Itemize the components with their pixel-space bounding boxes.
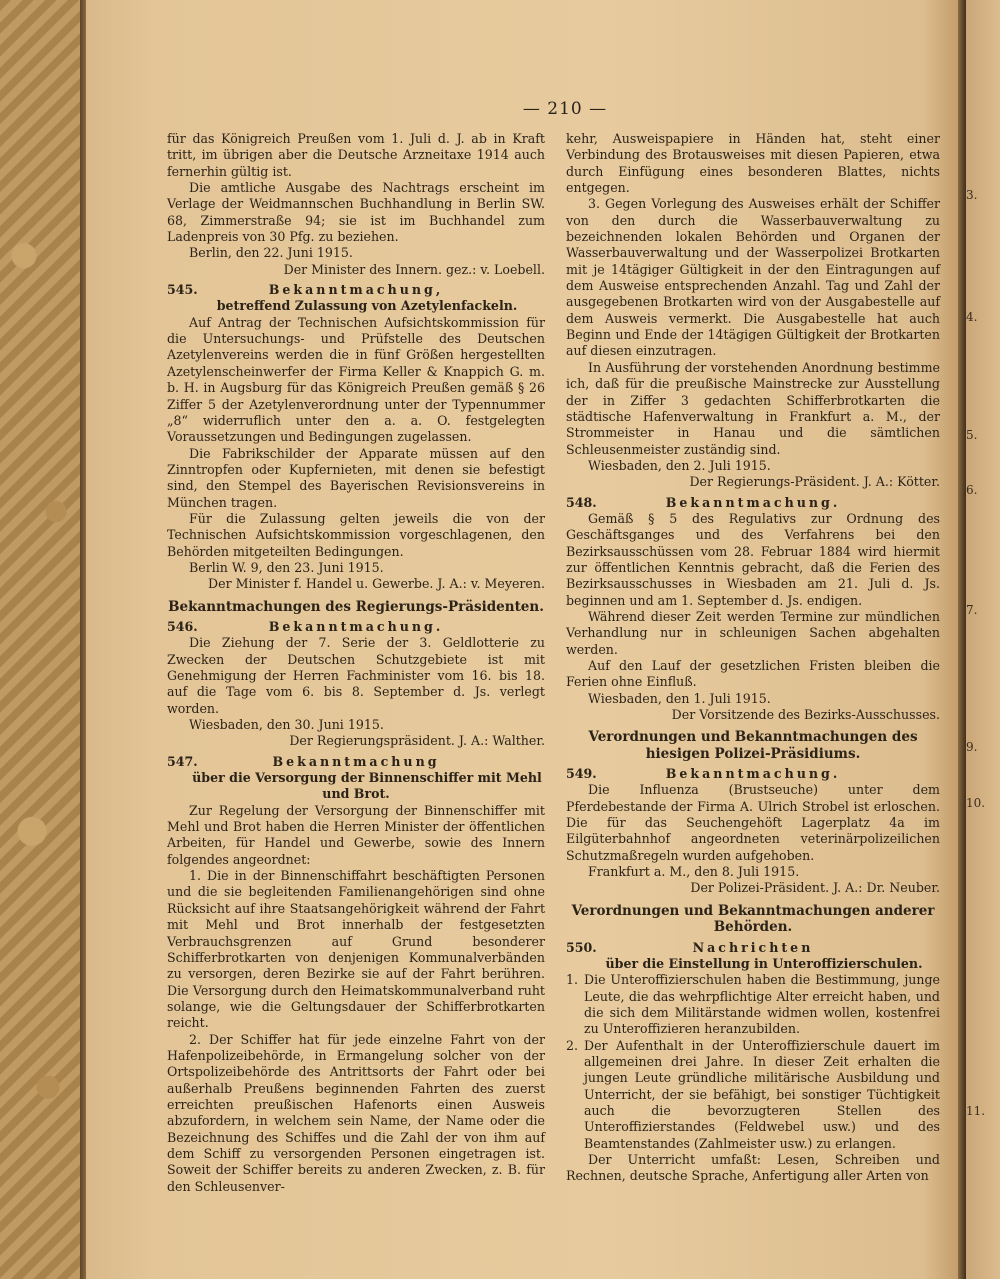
list-item-text: Die Unteroffizierschulen haben die Bestimmung, junge Leute, die das wehrpflichtige Alter erreicht haben, und die sich dem Militärstande widmen wollen, kostenfrei zu Unteroffizieren heranzubilden. (584, 972, 940, 1037)
next-page-marker: 9. (966, 740, 978, 754)
notice-number: 545. (167, 282, 198, 298)
notice-heading (167, 619, 545, 635)
next-page-marker: 11. (966, 1104, 986, 1118)
signature: Der Regierungspräsident. J. A.: Walther. (289, 733, 545, 749)
notice-number: 547. (167, 753, 198, 769)
date-line: Wiesbaden, den 30. Juni 1915. (189, 717, 384, 733)
list-item (566, 972, 940, 1037)
next-page-marker: 3. (966, 188, 978, 202)
next-page-edge (966, 0, 1000, 1279)
notice-number: 550. (566, 939, 597, 955)
page-gutter (958, 0, 966, 1279)
section-heading: Verordnungen und Bekanntmachungen des hiesigen Polizei-Präsidiums. (588, 729, 918, 762)
notice-heading (566, 766, 940, 782)
list-item-number: 2. (566, 1037, 579, 1053)
notice-title: Bekanntmachung. (268, 618, 444, 634)
scan-edge-texture (0, 0, 82, 1279)
notice-heading (566, 940, 940, 956)
signature: Der Regierungs-Präsident. J. A.: Kötter. (689, 474, 940, 490)
date-line: Frankfurt a. M., den 8. Juli 1915. (588, 864, 800, 880)
next-page-marker: 4. (966, 310, 978, 324)
list-item-number: 1. (566, 972, 579, 988)
paragraph: Gemäß § 5 des Regulativs zur Ordnung des Geschäftsganges und des Verfahrens bei den Bezirksausschüssen vom 28. Februar 1884 wird hiermit zur öffentlichen Kenntnis gebracht, daß die Ferien des Bezirksausschusses in Wiesbaden am 21. Juli d. Js. beginnen und am 1. September d. Js. endigen. (566, 510, 940, 608)
section-heading: Verordnungen und Bekanntmachungen anderer Behörden. (571, 902, 935, 936)
paragraph: für das Königreich Preußen vom 1. Juli d. J. ab in Kraft tritt, im übrigen aber die Deutsche Arzneitaxe 1914 auch fernerhin gültig ist. (167, 131, 545, 179)
next-page-marker: 7. (966, 603, 978, 617)
paragraph: Auf den Lauf der gesetzlichen Fristen bleiben die Ferien ohne Einfluß. (566, 658, 940, 690)
paragraph: kehr, Ausweispapiere in Händen hat, steht einer Verbindung des Brotausweises mit diesen Papieren, etwa durch Einfügung eines besonderen Blattes, nichts entgegen. (566, 131, 940, 196)
paragraph: Für die Zulassung gelten jeweils die von der Technischen Aufsichtskommission vorgeschlagenen, den Behörden mitgeteilten Bedingungen. (167, 510, 545, 559)
signature: Der Minister f. Handel u. Gewerbe. J. A.: v. Meyeren. (208, 576, 545, 592)
paragraph: Die Influenza (Brustseuche) unter dem Pferdebestande der Firma A. Ulrich Strobel ist erloschen. Die für das Seuchengehöft Lagerplatz 4a im Eilgüterbahnhof angeordneten veterinärpolizeilichen Schutzmaßregeln wurden aufgehoben. (566, 782, 940, 863)
paragraph: In Ausführung der vorstehenden Anordnung bestimme ich, daß für die preußische Mainstrecke zur Ausstellung der in Ziffer 3 gedachten Schifferbrotkarten die städtische Hafenverwaltung in Frankfurt a. M., der Strommeister in Hanau und die sämtlichen Schleusenmeister zuständig sind. (566, 359, 940, 457)
right-column (566, 131, 940, 1185)
notice-title: Bekanntmachung (272, 753, 440, 769)
notice-heading (566, 495, 940, 511)
notice-subtitle: betreffend Zulassung von Azetylenfackeln. (216, 298, 518, 314)
notice-title: Bekanntmachung. (665, 766, 841, 782)
signature: Der Polizei-Präsident. J. A.: Dr. Neuber. (690, 880, 940, 896)
list-item (566, 1038, 940, 1152)
paragraph: 3. Gegen Vorlegung des Ausweises erhält der Schiffer von den durch die Wasserbauverwaltung zu bezeichnenden lokalen Behörden und Organen der Wasserbauverwaltung und der Wasserpolizei Brotkarten mit je 14tägiger Gültigkeit in der den Eintragungen auf dem Ausweise entsprechenden Anzahl. Tag und Zahl der ausgegebenen Brotkarten wird von der Ausgabestelle auf dem Ausweis vermerkt. Die Ausgabestelle hat auch Beginn und Ende der 14tägigen Gültigkeit der Brotkarten auf diesen einzutragen. (566, 196, 940, 359)
paragraph: Zur Regelung der Versorgung der Binnenschiffer mit Mehl und Brot haben die Herren Minister der öffentlichen Arbeiten, für Handel und Gewerbe, sowie des Innern folgendes angeordnet: (167, 802, 545, 867)
paragraph: Die Fabrikschilder der Apparate müssen auf den Zinntropfen oder Kupfernieten, mit denen sie befestigt sind, den Stempel des Bayerischen Revisionsvereins in München tragen. (167, 445, 545, 510)
date-line: Berlin, den 22. Juni 1915. (189, 245, 353, 261)
notice-heading (167, 754, 545, 770)
section-heading: Bekanntmachungen des Regierungs-Präsidenten. (168, 598, 544, 615)
left-column (167, 131, 545, 1195)
date-line: Wiesbaden, den 1. Juli 1915. (588, 690, 771, 706)
notice-title: Bekanntmachung, (268, 282, 444, 298)
paragraph: Der Unterricht umfaßt: Lesen, Schreiben und Rechnen, deutsche Sprache, Anfertigung aller Arten von (566, 1151, 940, 1184)
signature: Der Minister des Innern. gez.: v. Loebell. (283, 261, 545, 277)
notice-title: Bekanntmachung. (665, 494, 841, 510)
next-page-marker: 5. (966, 428, 978, 442)
paragraph: Auf Antrag der Technischen Aufsichtskommission für die Untersuchungs- und Prüfstelle des Deutschen Azetylenvereins werden die in fünf Größen hergestellten Azetylenscheinwerfer der Firma Keller & Knappich G. m. b. H. in Augsburg für das Königreich Preußen gemäß § 26 Ziffer 5 der Azetylenverordnung unter der Typennummer „8“ widerruflich unter den a. a. O. festgelegten Voraussetzungen und Bedingungen zugelassen. (167, 314, 545, 445)
notice-heading (167, 282, 545, 298)
notice-number: 546. (167, 618, 198, 634)
page-number: — 210 — (522, 99, 608, 119)
paragraph: Während dieser Zeit werden Termine zur mündlichen Verhandlung nur in schleunigen Sachen abgehalten werden. (566, 608, 940, 657)
paragraph: 1. Die in der Binnenschiffahrt beschäftigten Personen und die sie begleitenden Familienangehörigen sind ohne Rücksicht auf ihre Staatsangehörigkeit während der Fahrt mit Mehl und Brot innerhalb der festgesetzten Verbrauchsgrenzen auf Grund besonderer Schifferbrotkarten von denjenigen Kommunalverbänden zu versorgen, deren Bezirke sie auf der Fahrt berühren. Die Versorgung durch den Heimatskommunalverband ruht solange, wie die Geltungsdauer der Schifferbrotkarten reicht. (167, 868, 545, 1031)
date-line: Wiesbaden, den 2. Juli 1915. (588, 457, 771, 473)
date-line: Berlin W. 9, den 23. Juni 1915. (189, 559, 384, 575)
notice-title: Nachrichten (692, 939, 814, 955)
notice-subtitle: über die Einstellung in Unteroffizierschulen. (605, 955, 923, 971)
list-item-text: Der Aufenthalt in der Unteroffizierschule dauert im allgemeinen drei Jahre. In dieser Zeit erhalten die jungen Leute gründliche militärische Ausbildung und Unterricht, der sie befähigt, bei sonstiger Tüchtigkeit auch die bevorzugteren Stellen des Unteroffizierstandes (Feldwebel usw.) und des Beamtenstandes (Zahlmeister usw.) zu erlangen. (584, 1037, 940, 1151)
notice-number: 548. (566, 494, 597, 510)
notice-number: 549. (566, 766, 597, 782)
paragraph: Die Ziehung der 7. Serie der 3. Geldlotterie zu Zwecken der Deutschen Schutzgebiete ist mit Genehmigung der Herren Fachminister vom 16. bis 18. auf die Tage vom 6. bis 8. September d. Js. verlegt worden. (167, 635, 545, 716)
notice-subtitle: über die Versorgung der Binnenschiffer mit Mehl und Brot. (192, 770, 542, 802)
paragraph: 2. Der Schiffer hat für jede einzelne Fahrt von der Hafenpolizeibehörde, in Ermangelung solcher von der Ortspolizeibehörde des Antrittsorts der Fahrt oder bei außerhalb Preußens beginnenden Fahrten des zuerst erreichten preußischen Hafenorts einen Ausweis abzufordern, in welchem sein Name, der Name oder die Bezeichnung des Schiffes und die Zahl der von ihm auf dem Schiff zu versorgenden Personen eingetragen ist. Soweit der Schiffer bereits zu anderen Zwecken, z. B. für den Schleusenver- (167, 1031, 545, 1194)
paragraph: Die amtliche Ausgabe des Nachtrags erscheint im Verlage der Weidmannschen Buchhandlung in Berlin SW. 68, Zimmerstraße 94; sie ist im Buchhandel zum Ladenpreis von 30 Pfg. zu beziehen. (167, 180, 545, 245)
next-page-marker: 10. (966, 796, 986, 810)
signature: Der Vorsitzende des Bezirks-Ausschusses. (671, 707, 940, 723)
next-page-marker: 6. (966, 483, 978, 497)
